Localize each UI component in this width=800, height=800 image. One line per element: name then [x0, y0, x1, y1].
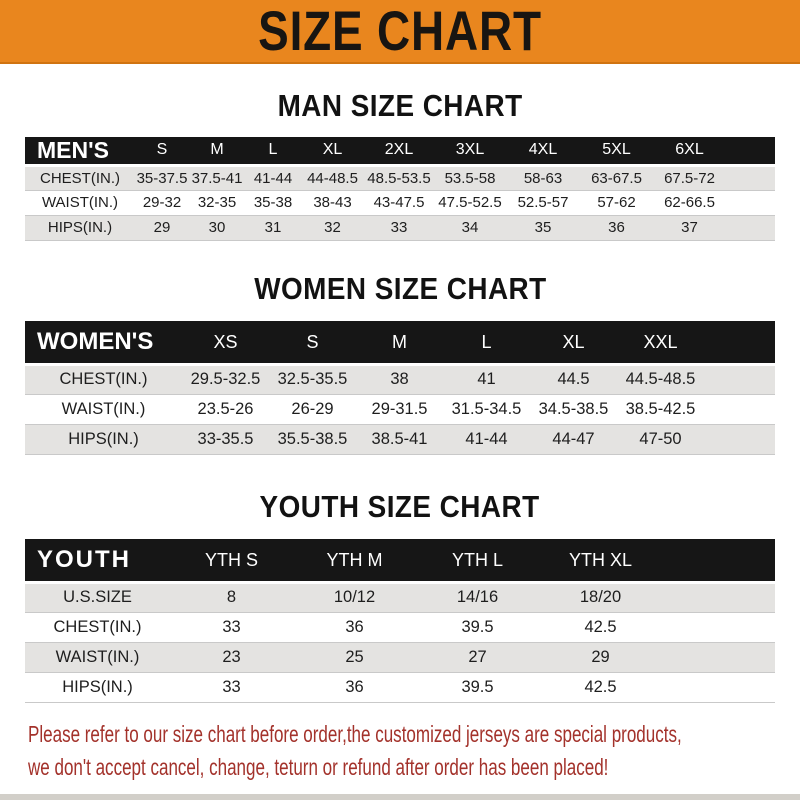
spacer-cell [662, 539, 775, 582]
measurement-value-cell: 35.5-38.5 [269, 424, 356, 454]
spacer-cell [662, 672, 775, 702]
measurement-value-cell: 44-48.5 [301, 165, 364, 190]
measurement-label-cell: CHEST(IN.) [25, 165, 135, 190]
measurement-value-cell: 33-35.5 [182, 424, 269, 454]
measurement-value-cell: 37 [653, 215, 726, 240]
table-row [25, 364, 775, 394]
man-size-chart-heading-text: MAN SIZE CHART [277, 88, 523, 123]
measurement-label-cell: WAIST(IN.) [25, 642, 170, 672]
measurement-value-cell: 30 [189, 215, 245, 240]
header-row [25, 321, 775, 364]
measurement-value-cell: 36 [293, 672, 416, 702]
size-column-header: YTH L [416, 539, 539, 582]
header-row [25, 137, 775, 166]
order-notice-line-1: Please refer to our size chart before order,the customized jerseys are special products, [28, 720, 682, 747]
size-column-header: 3XL [434, 137, 506, 166]
order-notice [28, 718, 800, 785]
table-row [25, 190, 775, 215]
size-column-header: XXL [617, 321, 704, 364]
table-row [25, 424, 775, 454]
youth-size-chart-heading [0, 489, 800, 525]
youth-size-chart-heading-text: YOUTH SIZE CHART [259, 488, 541, 524]
youth-size-table [25, 539, 775, 703]
measurement-label-cell: HIPS(IN.) [25, 672, 170, 702]
measurement-value-cell: 29-31.5 [356, 394, 443, 424]
table-title-cell: WOMEN'S [25, 321, 182, 364]
measurement-value-cell: 36 [293, 612, 416, 642]
measurement-value-cell: 36 [580, 215, 653, 240]
size-column-header: 4XL [506, 137, 580, 166]
measurement-value-cell: 8 [170, 582, 293, 612]
table-row [25, 642, 775, 672]
size-column-header: 2XL [364, 137, 434, 166]
measurement-value-cell: 42.5 [539, 612, 662, 642]
measurement-value-cell: 42.5 [539, 672, 662, 702]
man-size-chart-heading [0, 88, 800, 124]
measurement-label-cell: WAIST(IN.) [25, 394, 182, 424]
banner-title: SIZE CHART [258, 0, 542, 62]
spacer-cell [704, 321, 775, 364]
measurement-value-cell: 47-50 [617, 424, 704, 454]
spacer-cell [726, 190, 775, 215]
measurement-value-cell: 35-38 [245, 190, 301, 215]
measurement-value-cell: 29 [135, 215, 189, 240]
measurement-value-cell: 62-66.5 [653, 190, 726, 215]
spacer-cell [704, 424, 775, 454]
table-row [25, 672, 775, 702]
measurement-value-cell: 41 [443, 364, 530, 394]
measurement-value-cell: 58-63 [506, 165, 580, 190]
measurement-value-cell: 18/20 [539, 582, 662, 612]
measurement-value-cell: 39.5 [416, 672, 539, 702]
size-column-header: S [135, 137, 189, 166]
measurement-value-cell: 31.5-34.5 [443, 394, 530, 424]
measurement-value-cell: 33 [364, 215, 434, 240]
measurement-value-cell: 44-47 [530, 424, 617, 454]
measurement-value-cell: 26-29 [269, 394, 356, 424]
size-column-header: YTH M [293, 539, 416, 582]
measurement-value-cell: 47.5-52.5 [434, 190, 506, 215]
measurement-value-cell: 34 [434, 215, 506, 240]
measurement-value-cell: 29.5-32.5 [182, 364, 269, 394]
measurement-value-cell: 32-35 [189, 190, 245, 215]
table-row [25, 612, 775, 642]
spacer-cell [662, 582, 775, 612]
measurement-label-cell: HIPS(IN.) [25, 215, 135, 240]
spacer-cell [726, 165, 775, 190]
size-column-header: XL [530, 321, 617, 364]
measurement-value-cell: 38 [356, 364, 443, 394]
measurement-value-cell: 35-37.5 [135, 165, 189, 190]
measurement-value-cell: 25 [293, 642, 416, 672]
size-column-header: 5XL [580, 137, 653, 166]
measurement-value-cell: 43-47.5 [364, 190, 434, 215]
size-column-header: M [356, 321, 443, 364]
measurement-value-cell: 33 [170, 612, 293, 642]
measurement-label-cell: CHEST(IN.) [25, 364, 182, 394]
measurement-value-cell: 39.5 [416, 612, 539, 642]
size-column-header: L [443, 321, 530, 364]
measurement-value-cell: 38.5-42.5 [617, 394, 704, 424]
measurement-value-cell: 57-62 [580, 190, 653, 215]
measurement-value-cell: 10/12 [293, 582, 416, 612]
size-column-header: YTH XL [539, 539, 662, 582]
measurement-value-cell: 41-44 [443, 424, 530, 454]
table-row [25, 582, 775, 612]
measurement-value-cell: 23.5-26 [182, 394, 269, 424]
measurement-value-cell: 29-32 [135, 190, 189, 215]
measurement-value-cell: 53.5-58 [434, 165, 506, 190]
size-column-header: XS [182, 321, 269, 364]
measurement-value-cell: 35 [506, 215, 580, 240]
table-row [25, 165, 775, 190]
measurement-label-cell: U.S.SIZE [25, 582, 170, 612]
spacer-cell [726, 215, 775, 240]
spacer-cell [726, 137, 775, 166]
measurement-value-cell: 14/16 [416, 582, 539, 612]
measurement-value-cell: 41-44 [245, 165, 301, 190]
women-size-chart-heading-text: WOMEN SIZE CHART [253, 270, 547, 306]
measurement-value-cell: 23 [170, 642, 293, 672]
bottom-edge-strip [0, 794, 800, 800]
measurement-value-cell: 38.5-41 [356, 424, 443, 454]
measurement-value-cell: 63-67.5 [580, 165, 653, 190]
measurement-value-cell: 44.5 [530, 364, 617, 394]
measurement-value-cell: 34.5-38.5 [530, 394, 617, 424]
size-chart-banner [0, 0, 800, 64]
measurement-value-cell: 38-43 [301, 190, 364, 215]
order-notice-line-2: we don't accept cancel, change, teturn or refund after order has been placed! [28, 754, 609, 781]
measurement-value-cell: 33 [170, 672, 293, 702]
measurement-label-cell: HIPS(IN.) [25, 424, 182, 454]
measurement-value-cell: 44.5-48.5 [617, 364, 704, 394]
table-title-cell: MEN'S [25, 137, 135, 166]
measurement-value-cell: 48.5-53.5 [364, 165, 434, 190]
header-row [25, 539, 775, 582]
measurement-value-cell: 52.5-57 [506, 190, 580, 215]
spacer-cell [704, 364, 775, 394]
size-column-header: S [269, 321, 356, 364]
measurement-value-cell: 32 [301, 215, 364, 240]
table-title-cell: YOUTH [25, 539, 170, 582]
measurement-value-cell: 31 [245, 215, 301, 240]
size-column-header: L [245, 137, 301, 166]
spacer-cell [662, 642, 775, 672]
spacer-cell [704, 394, 775, 424]
measurement-label-cell: CHEST(IN.) [25, 612, 170, 642]
size-column-header: YTH S [170, 539, 293, 582]
table-row [25, 394, 775, 424]
size-column-header: M [189, 137, 245, 166]
men-size-table [25, 137, 775, 241]
measurement-value-cell: 67.5-72 [653, 165, 726, 190]
women-size-table [25, 321, 775, 455]
measurement-value-cell: 29 [539, 642, 662, 672]
spacer-cell [662, 612, 775, 642]
women-size-chart-heading [0, 271, 800, 307]
measurement-value-cell: 27 [416, 642, 539, 672]
measurement-label-cell: WAIST(IN.) [25, 190, 135, 215]
measurement-value-cell: 32.5-35.5 [269, 364, 356, 394]
table-row [25, 215, 775, 240]
size-column-header: XL [301, 137, 364, 166]
size-column-header: 6XL [653, 137, 726, 166]
measurement-value-cell: 37.5-41 [189, 165, 245, 190]
